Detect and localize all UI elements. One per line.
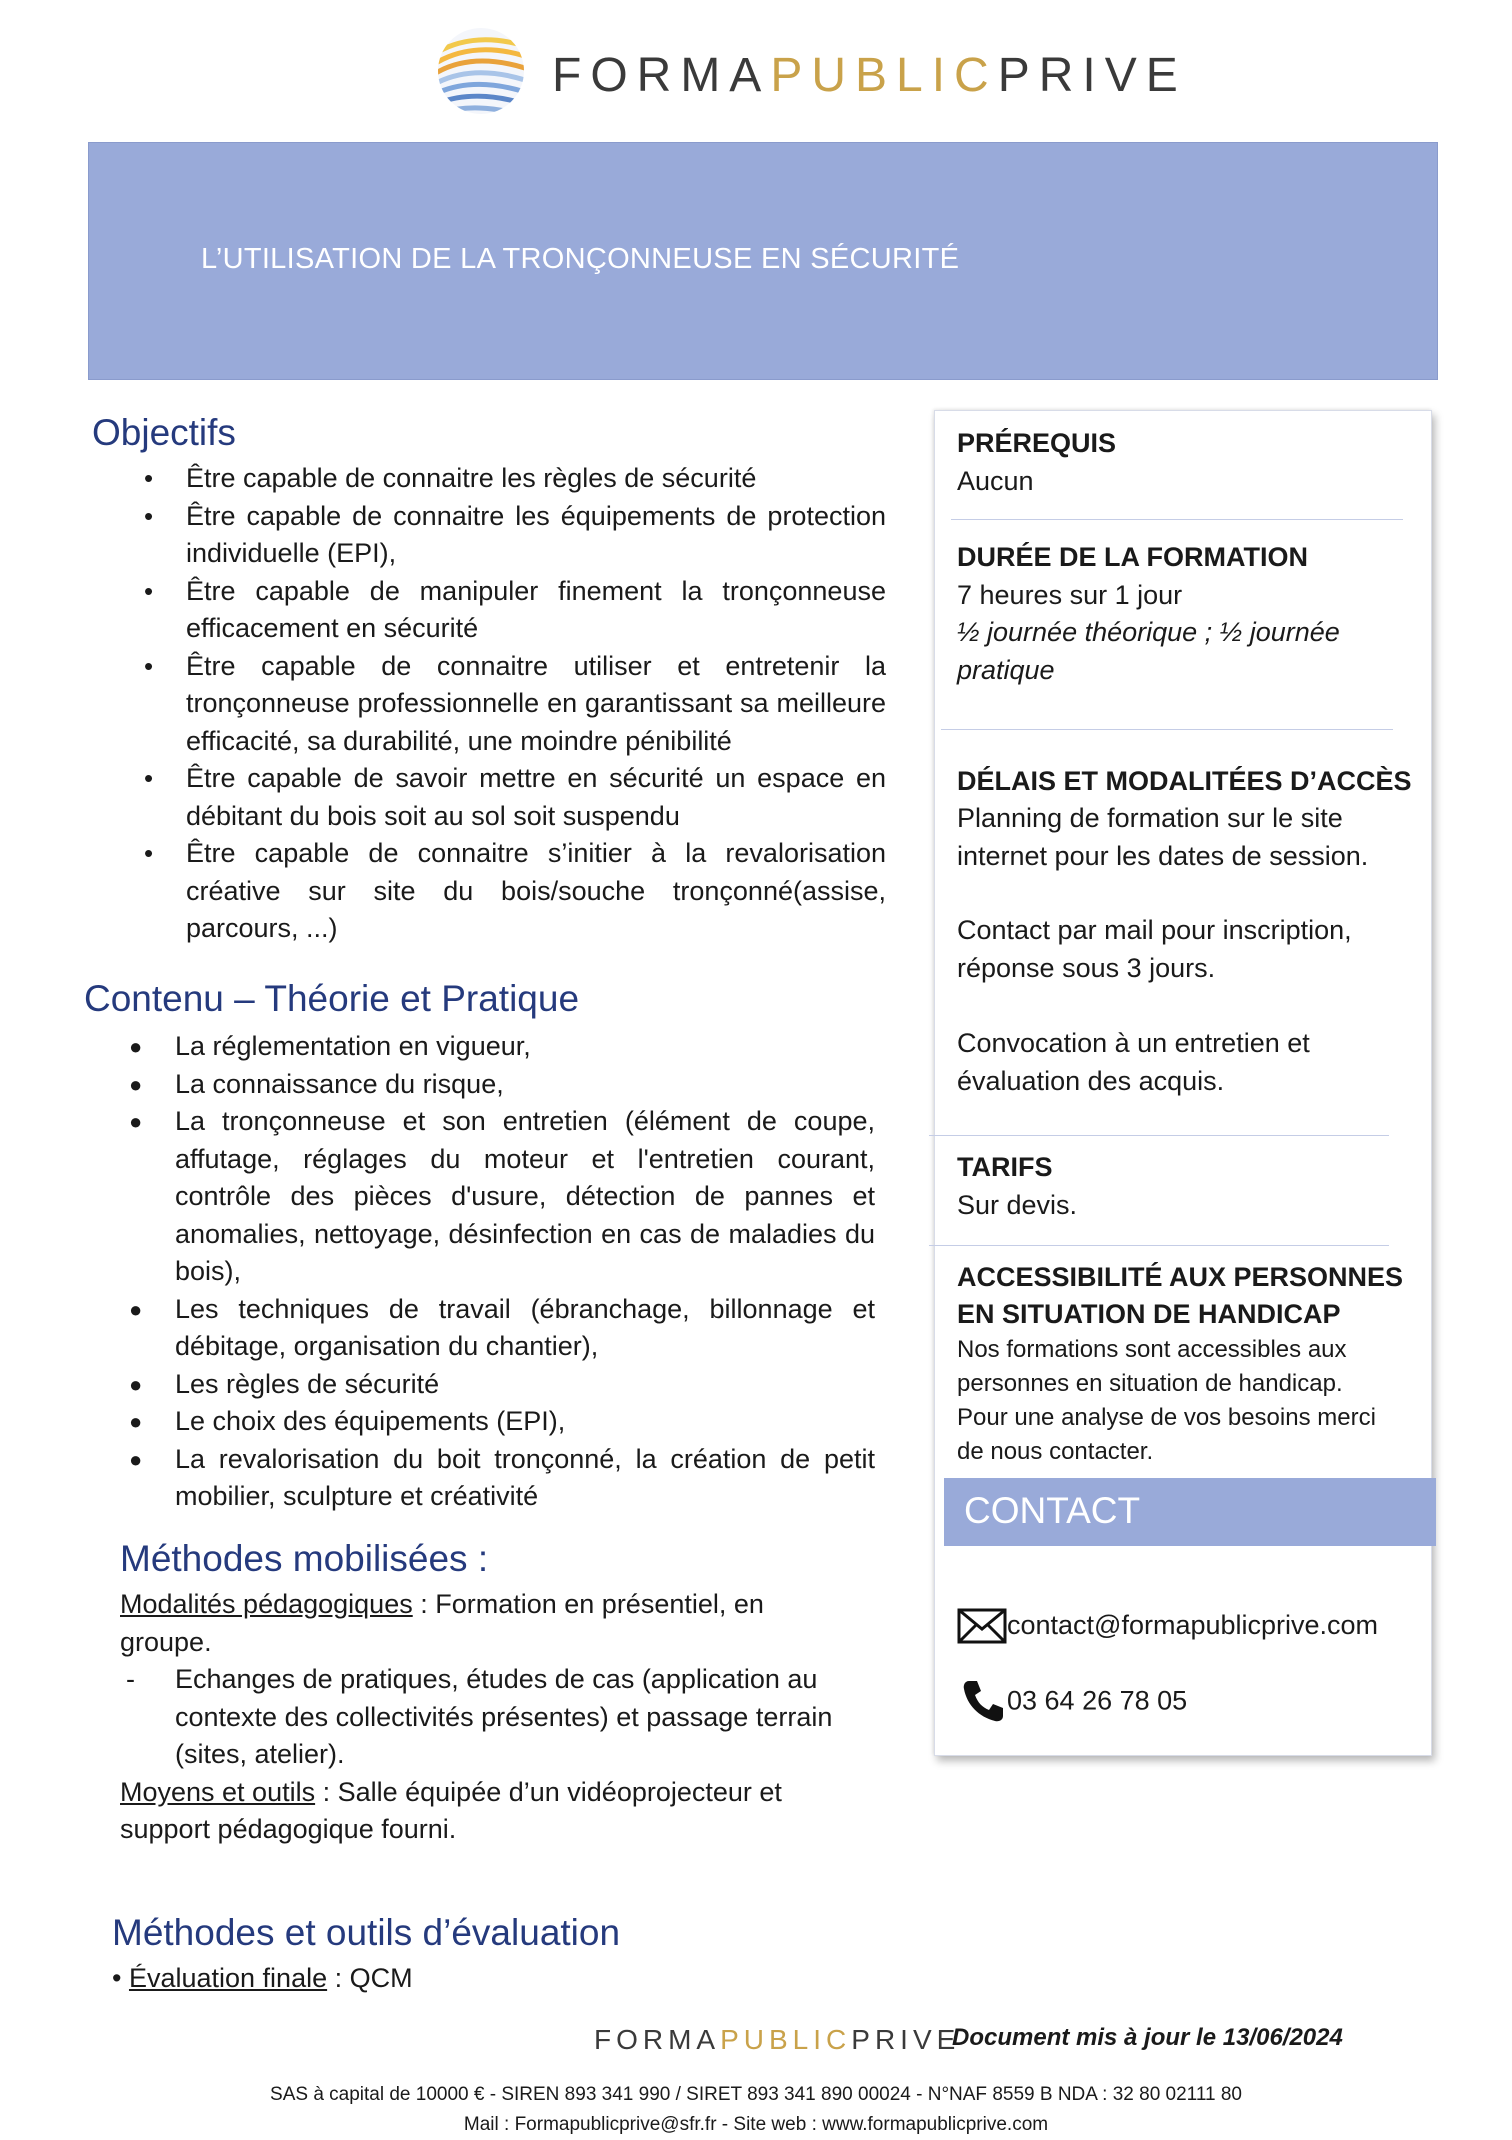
duree-text: 7 heures sur 1 jour [957,580,1183,610]
objectifs-list [144,460,886,948]
list-item: • Être capable de connaitre les équipements de protection individuelle (EPI), [186,498,886,573]
list-item: ● La connaissance du risque, [175,1066,875,1104]
delais-heading: DÉLAIS ET MODALITÉES D’ACCÈS [957,766,1412,796]
dash-icon: - [126,1664,135,1694]
prerequis-heading: PRÉREQUIS [957,428,1117,458]
legal-line-1: SAS à capital de 10000 € - SIREN 893 341 990 / SIRET 893 341 890 00024 - N°NAF 8559 B NDA : 32 80 02111 80 [270,2084,1242,2105]
bullet-icon: ● [129,1296,143,1322]
list-item: ● La réglementation en vigueur, [175,1028,875,1066]
info-panel [934,410,1432,1756]
duree-detail: ½ journée théorique ; ½ journée pratique [957,617,1340,685]
bullet-icon: • [144,838,154,868]
contenu-heading: Contenu – Théorie et Pratique [84,978,580,1019]
bullet-icon: • [144,575,154,606]
update-date: Document mis à jour le 13/06/2024 [952,2024,1343,2051]
phone-icon [959,1677,1007,1725]
delais-text-2: Contact par mail pour inscription, réponse sous 3 jours. [957,915,1352,983]
bullet-icon: ● [129,1034,143,1059]
list-item: • Être capable de manipuler finement la tronçonneuse efficacement en sécurité [186,573,886,648]
list-item: • Être capable de connaitre les règles de sécurité [186,460,886,498]
moyens-label: Moyens et outils [120,1776,316,1807]
title-banner [88,142,1438,380]
email-link[interactable]: contact@formapublicprive.com [1007,1610,1379,1640]
list-item: • Être capable de connaitre s’initier à la revalorisation créative sur site du bois/souche tronçonné(assise, parcours, ...) [186,835,886,948]
separator [929,1245,1389,1246]
bullet-icon: ● [129,1071,143,1097]
brand-name: FORMAPUBLICPRIVE [552,49,1187,102]
bullet-icon: • [144,763,154,793]
delais-text-3: Convocation à un entretien et évaluation des acquis. [957,1028,1310,1096]
separator [941,729,1393,730]
accessibilite-text: Nos formations sont accessibles aux personnes en situation de handicap. Pour une analyse de vos besoins merci de nous contacter. [957,1336,1376,1465]
tarifs-text: Sur devis. [957,1190,1078,1220]
footer-logo: FORMAPUBLICPRIVE [594,2024,961,2055]
email-row [957,1607,1378,1647]
separator [929,1135,1389,1136]
evaluation-label: Évaluation finale [128,1963,328,1993]
bullet-icon: ● [129,1446,143,1472]
prerequis-text: Aucun [957,466,1034,496]
globe-logo-icon [436,26,526,116]
evaluation-heading: Méthodes et outils d’évaluation [112,1912,621,1953]
duree-heading: DURÉE DE LA FORMATION [957,542,1308,572]
contenu-list [129,1028,875,1516]
methodes-heading: Méthodes mobilisées : [120,1538,489,1579]
legal-line-2: Mail : Formapublicprive@sfr.fr - Site web : www.formapublicprive.com [463,2114,1049,2135]
contact-heading: CONTACT [964,1490,1141,1531]
envelope-icon [957,1608,1007,1644]
objectifs-heading: Objectifs [92,412,236,453]
bullet-icon: ● [129,1409,143,1434]
bullet-icon: • [144,463,154,493]
phone-row [959,1677,1187,1727]
list-item: ● Le choix des équipements (EPI), [175,1403,875,1441]
list-item: ● La tronçonneuse et son entretien (élément de coupe, affutage, réglages du moteur et l'entretien courant, contrôle des pièces d'usure, détection de pannes et anomalies, nettoyage, désinfection en cas de maladies du bois), [175,1103,875,1291]
list-item: • Être capable de savoir mettre en sécurité un espace en débitant du bois soit au sol soit suspendu [186,760,886,835]
phone-link[interactable]: 03 64 26 78 05 [1007,1685,1188,1716]
methodes-body [120,1586,860,1849]
header-logo [436,22,1187,122]
page-title: L’UTILISATION DE LA TRONÇONNEUSE EN SÉCURITÉ [201,243,960,275]
moyens-paragraph: Moyens et outils : Salle équipée d’un vidéoprojecteur et support pédagogique fourni. [120,1776,782,1844]
separator [951,519,1403,520]
list-item: • Être capable de connaitre utiliser et entretenir la tronçonneuse professionnelle en garantissant sa meilleure efficacité, sa durabilité, une moindre pénibilité [186,648,886,761]
modalites-label: Modalités pédagogiques [120,1589,413,1619]
list-item: ● Les règles de sécurité [175,1366,875,1404]
list-item: ● Les techniques de travail (ébranchage, billonnage et débitage, organisation du chantier), [175,1291,875,1366]
contact-header [944,1478,1436,1546]
legal-info [0,2080,1512,2140]
bullet-icon: • [144,650,154,681]
bullet-icon: ● [129,1109,143,1134]
evaluation-line: • Évaluation finale : QCM [112,1963,413,1993]
bullet-icon: • [144,500,154,531]
tarifs-heading: TARIFS [957,1152,1053,1182]
list-item: - Echanges de pratiques, études de cas (application au contexte des collectivités présentes) et passage terrain (sites, atelier). [120,1661,860,1774]
delais-text-1: Planning de formation sur le site internet pour les dates de session. [957,803,1369,871]
modalites-paragraph: Modalités pédagogiques : Formation en présentiel, en groupe. [120,1589,764,1657]
bullet-icon: ● [129,1371,143,1397]
accessibilite-heading: ACCESSIBILITÉ AUX PERSONNES EN SITUATION DE HANDICAP [957,1262,1404,1329]
list-item: ● La revalorisation du boit tronçonné, la création de petit mobilier, sculpture et créativité [175,1441,875,1516]
